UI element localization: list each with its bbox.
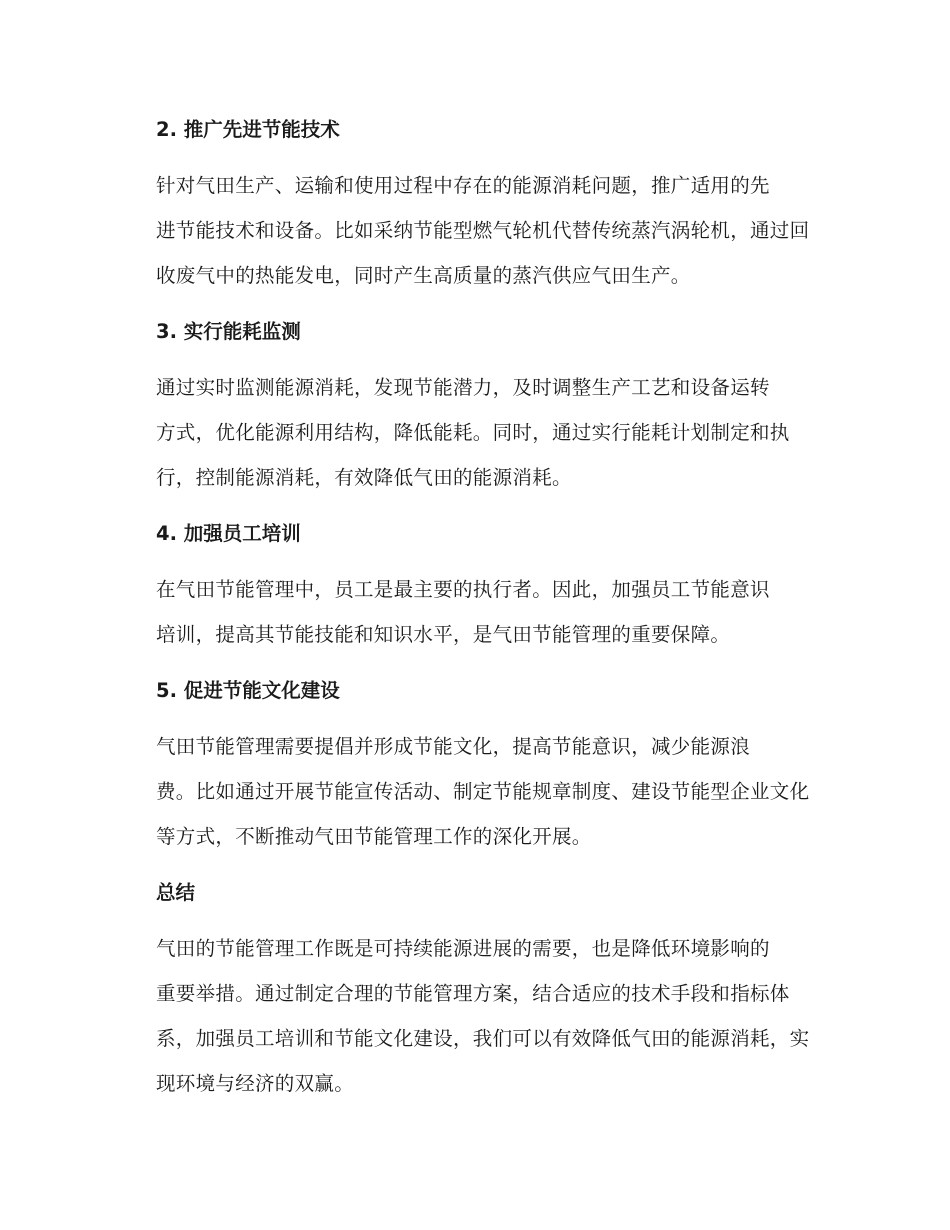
section-heading: 5. 促进节能文化建设 <box>156 679 340 702</box>
paragraph-line: 针对气田生产、运输和使用过程中存在的能源消耗问题，推广适用的先 <box>156 174 770 197</box>
paragraph-line: 重要举措。通过制定合理的节能管理方案，结合适应的技术手段和指标体 <box>156 982 790 1005</box>
paragraph-line: 收废气中的热能发电，同时产生高质量的蒸汽供应气田生产。 <box>156 264 691 287</box>
section-paragraph <box>113 926 833 1106</box>
paragraph-line: 费。比如通过开展节能宣传活动、制定节能规章制度、建设节能型企业文化 <box>156 780 810 803</box>
paragraph-line: 在气田节能管理中，员工是最主要的执行者。因此，加强员工节能意识 <box>156 578 770 601</box>
section-heading: 2. 推广先进节能技术 <box>156 118 340 141</box>
paragraph-line: 现环境与经济的双赢。 <box>156 1072 355 1095</box>
section-heading: 4. 加强员工培训 <box>156 522 301 545</box>
paragraph-line: 气田节能管理需要提倡并形成节能文化，提高节能意识，减少能源浪 <box>156 735 751 758</box>
paragraph-line: 等方式，不断推动气田节能管理工作的深化开展。 <box>156 825 592 848</box>
section-paragraph <box>113 724 833 859</box>
section-paragraph <box>113 365 833 500</box>
paragraph-line: 培训，提高其节能技能和知识水平，是气田节能管理的重要保障。 <box>156 623 731 646</box>
section-heading: 3. 实行能耗监测 <box>156 320 301 343</box>
paragraph-line: 方式，优化能源利用结构，降低能耗。同时，通过实行能耗计划制定和执 <box>156 421 790 444</box>
paragraph-line: 系，加强员工培训和节能文化建设，我们可以有效降低气田的能源消耗，实 <box>156 1027 810 1050</box>
section-paragraph <box>113 163 833 298</box>
document-body <box>113 112 833 1122</box>
paragraph-line: 行，控制能源消耗，有效降低气田的能源消耗。 <box>156 466 572 489</box>
paragraph-line: 通过实时监测能源消耗，发现节能潜力，及时调整生产工艺和设备运转 <box>156 376 770 399</box>
section-advanced-tech <box>113 112 833 298</box>
section-paragraph <box>113 567 833 657</box>
section-energy-culture <box>113 673 833 859</box>
section-staff-training <box>113 516 833 657</box>
section-heading: 总结 <box>156 881 196 904</box>
paragraph-line: 进节能技术和设备。比如采纳节能型燃气轮机代替传统蒸汽涡轮机，通过回 <box>156 219 810 242</box>
section-summary <box>113 875 833 1106</box>
paragraph-line: 气田的节能管理工作既是可持续能源进展的需要，也是降低环境影响的 <box>156 937 770 960</box>
section-energy-monitoring <box>113 314 833 500</box>
